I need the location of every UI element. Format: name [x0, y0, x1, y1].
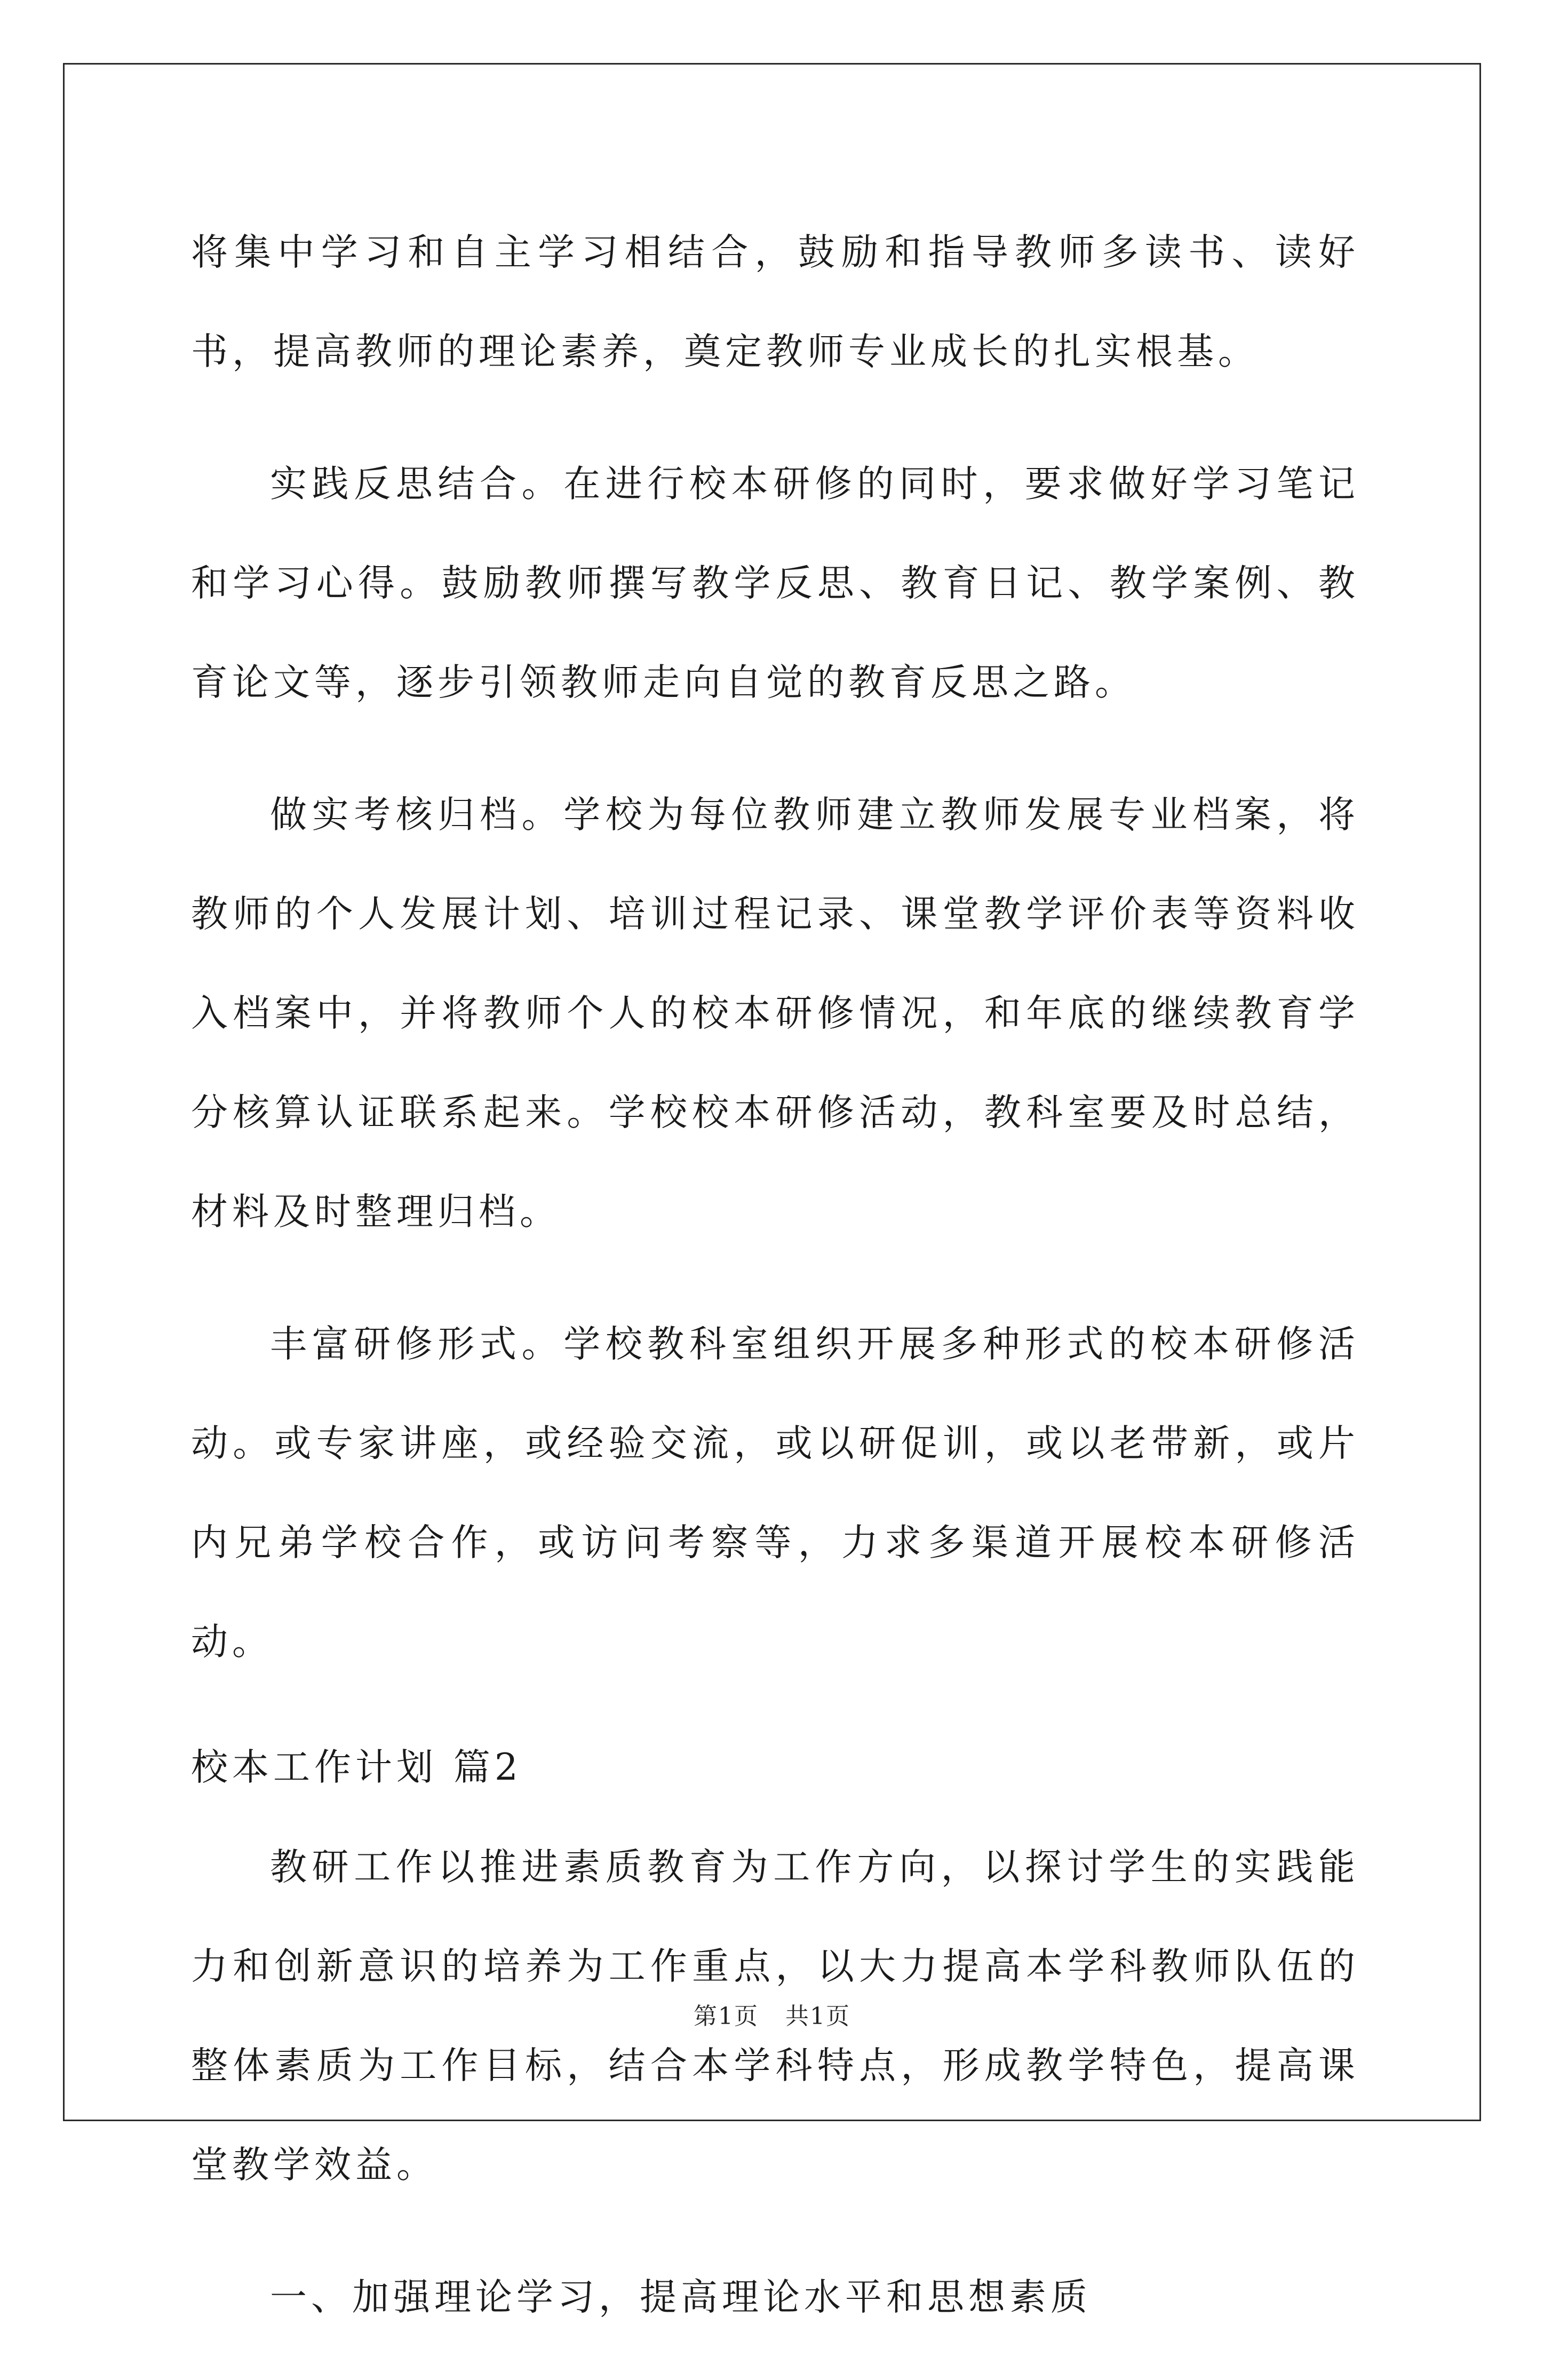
- page-footer: [0, 1997, 1544, 2031]
- paragraph-teaching-research: 教研工作以推进素质教育为工作方向，以探讨学生的实践能力和创新意识的培养为工作重点，以大力提高本学科教师队伍的整体素质为工作目标，结合本学科特点，形成教学特色，提高课堂教学效益。: [191, 1846, 1359, 2186]
- paragraph-study-combination: 将集中学习和自主学习相结合，鼓励和指导教师多读书、读好书，提高教师的理论素养，奠定教师专业成长的扎实根基。: [191, 231, 1359, 373]
- document-body: [191, 203, 1359, 2380]
- paragraph-practice-reflection: 实践反思结合。在进行校本研修的同时，要求做好学习笔记和学习心得。鼓励教师撰写教学反思、教育日记、教学案例、教育论文等，逐步引领教师走向自觉的教育反思之路。: [191, 463, 1359, 704]
- paragraph-theory-study: 一、加强理论学习，提高理论水平和思想素质: [270, 2276, 1092, 2319]
- page-number: 第1页: [694, 2003, 759, 2030]
- paragraph-assessment-archive: 做实考核归档。学校为每位教师建立教师发展专业档案，将教师的个人发展计划、培训过程记录、课堂教学评价表等资料收入档案中，并将教师个人的校本研修情况，和年底的继续教育学分核算认证联系起来。学校校本研修活动，教科室要及时总结，材料及时整理归档。: [191, 794, 1359, 1233]
- paragraph-training-forms: 丰富研修形式。学校教科室组织开展多种形式的校本研修活动。或专家讲座，或经验交流，或以研促训，或以老带新，或片内兄弟学校合作，或访问考察等，力求多渠道开展校本研修活动。: [191, 1323, 1359, 1663]
- page-total: 共1页: [785, 2003, 850, 2030]
- section-heading: 校本工作计划 篇2: [191, 1746, 522, 1789]
